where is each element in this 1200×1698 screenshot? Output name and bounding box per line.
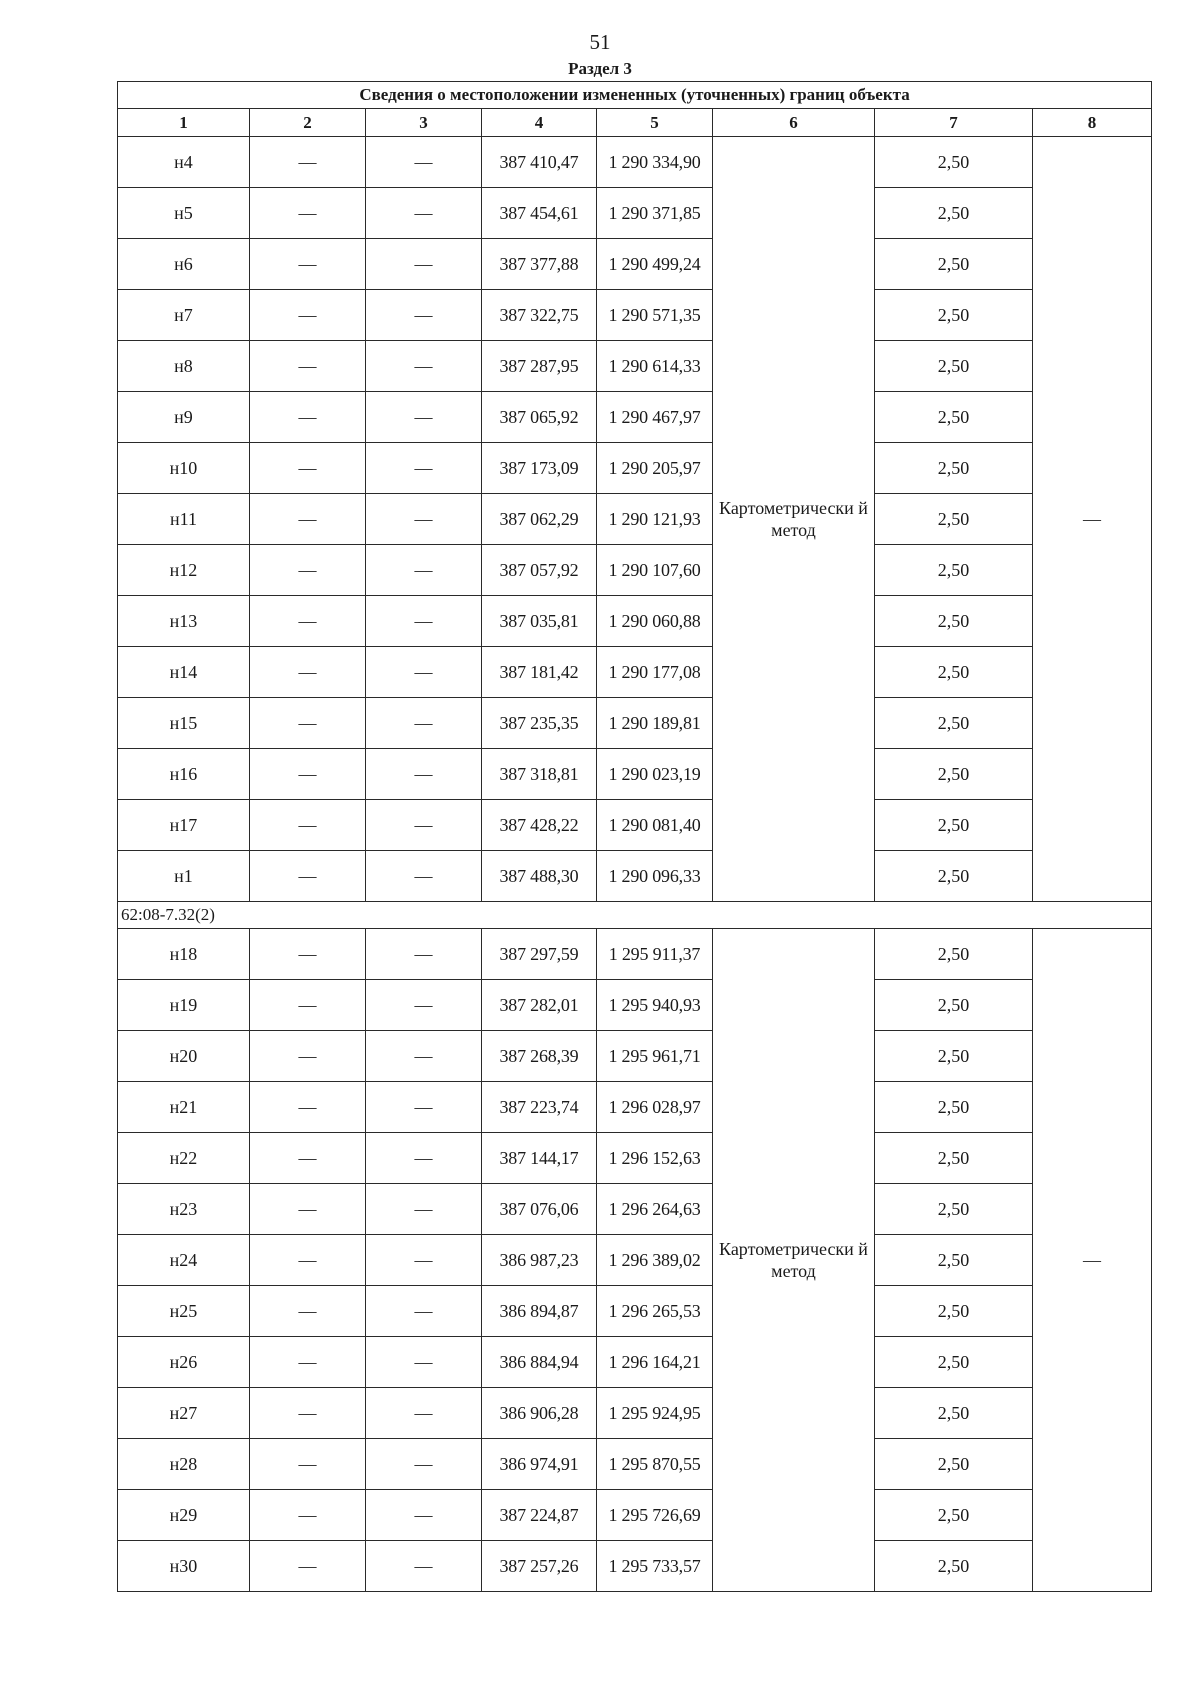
point-name-cell: н25 [118,1286,250,1337]
precision-cell: 2,50 [875,1286,1033,1337]
y-coordinate-cell: 1 295 911,37 [597,929,713,980]
x-coordinate-cell: 387 235,35 [482,698,597,749]
column-3-cell: — [366,392,482,443]
column-3-cell: — [366,1235,482,1286]
column-3-cell: — [366,596,482,647]
x-coordinate-cell: 387 062,29 [482,494,597,545]
y-coordinate-cell: 1 290 121,93 [597,494,713,545]
x-coordinate-cell: 387 223,74 [482,1082,597,1133]
y-coordinate-cell: 1 290 205,97 [597,443,713,494]
x-coordinate-cell: 387 173,09 [482,443,597,494]
table-row [118,1082,1152,1133]
y-coordinate-cell: 1 295 726,69 [597,1490,713,1541]
x-coordinate-cell: 386 894,87 [482,1286,597,1337]
x-coordinate-cell: 386 974,91 [482,1439,597,1490]
column-3-cell: — [366,647,482,698]
table-row [118,647,1152,698]
table-row [118,749,1152,800]
y-coordinate-cell: 1 295 733,57 [597,1541,713,1592]
precision-cell: 2,50 [875,800,1033,851]
column-2-cell: — [250,341,366,392]
precision-cell: 2,50 [875,929,1033,980]
precision-cell: 2,50 [875,1133,1033,1184]
column-number-8: 8 [1033,109,1152,137]
precision-cell: 2,50 [875,1490,1033,1541]
column-3-cell: — [366,929,482,980]
x-coordinate-cell: 386 906,28 [482,1388,597,1439]
column-2-cell: — [250,290,366,341]
column-8-cell: — [1033,137,1152,902]
column-3-cell: — [366,698,482,749]
column-3-cell: — [366,980,482,1031]
method-cell: Картометрически й метод [713,137,875,902]
point-name-cell: н16 [118,749,250,800]
column-2-cell: — [250,698,366,749]
x-coordinate-cell: 387 057,92 [482,545,597,596]
column-2-cell: — [250,749,366,800]
column-3-cell: — [366,1439,482,1490]
point-name-cell: н1 [118,851,250,902]
table-row [118,1439,1152,1490]
x-coordinate-cell: 387 181,42 [482,647,597,698]
column-number-7: 7 [875,109,1033,137]
precision-cell: 2,50 [875,443,1033,494]
column-3-cell: — [366,545,482,596]
column-3-cell: — [366,1133,482,1184]
point-name-cell: н15 [118,698,250,749]
table-row [118,1031,1152,1082]
table-row [118,1490,1152,1541]
column-3-cell: — [366,749,482,800]
precision-cell: 2,50 [875,341,1033,392]
column-2-cell: — [250,980,366,1031]
y-coordinate-cell: 1 290 371,85 [597,188,713,239]
precision-cell: 2,50 [875,392,1033,443]
method-cell: Картометрически й метод [713,929,875,1592]
column-3-cell: — [366,1337,482,1388]
precision-cell: 2,50 [875,980,1033,1031]
group-label: 62:08-7.32(2) [118,902,1152,929]
column-number-4: 4 [482,109,597,137]
point-name-cell: н8 [118,341,250,392]
table-row [118,341,1152,392]
precision-cell: 2,50 [875,851,1033,902]
column-number-2: 2 [250,109,366,137]
column-2-cell: — [250,1337,366,1388]
column-2-cell: — [250,800,366,851]
point-name-cell: н14 [118,647,250,698]
column-2-cell: — [250,1082,366,1133]
column-2-cell: — [250,239,366,290]
point-name-cell: н6 [118,239,250,290]
y-coordinate-cell: 1 290 177,08 [597,647,713,698]
precision-cell: 2,50 [875,1439,1033,1490]
point-name-cell: н12 [118,545,250,596]
table-row [118,929,1152,980]
x-coordinate-cell: 387 488,30 [482,851,597,902]
point-name-cell: н30 [118,1541,250,1592]
y-coordinate-cell: 1 290 107,60 [597,545,713,596]
column-2-cell: — [250,1184,366,1235]
y-coordinate-cell: 1 290 334,90 [597,137,713,188]
table-row [118,980,1152,1031]
point-name-cell: н20 [118,1031,250,1082]
column-2-cell: — [250,188,366,239]
column-3-cell: — [366,341,482,392]
x-coordinate-cell: 387 287,95 [482,341,597,392]
x-coordinate-cell: 387 454,61 [482,188,597,239]
x-coordinate-cell: 387 297,59 [482,929,597,980]
x-coordinate-cell: 387 257,26 [482,1541,597,1592]
table-row [118,239,1152,290]
x-coordinate-cell: 387 065,92 [482,392,597,443]
table-row [118,494,1152,545]
precision-cell: 2,50 [875,596,1033,647]
column-8-cell: — [1033,929,1152,1592]
table-row [118,800,1152,851]
precision-cell: 2,50 [875,239,1033,290]
column-number-6: 6 [713,109,875,137]
point-name-cell: н18 [118,929,250,980]
y-coordinate-cell: 1 290 614,33 [597,341,713,392]
precision-cell: 2,50 [875,698,1033,749]
table-row [118,137,1152,188]
y-coordinate-cell: 1 295 924,95 [597,1388,713,1439]
y-coordinate-cell: 1 295 961,71 [597,1031,713,1082]
point-name-cell: н26 [118,1337,250,1388]
column-3-cell: — [366,1541,482,1592]
point-name-cell: н19 [118,980,250,1031]
table-row [118,290,1152,341]
y-coordinate-cell: 1 296 264,63 [597,1184,713,1235]
table-row [118,188,1152,239]
column-number-1: 1 [118,109,250,137]
table-row [118,1184,1152,1235]
point-name-cell: н7 [118,290,250,341]
x-coordinate-cell: 387 428,22 [482,800,597,851]
column-number-3: 3 [366,109,482,137]
y-coordinate-cell: 1 295 940,93 [597,980,713,1031]
point-name-cell: н13 [118,596,250,647]
x-coordinate-cell: 387 224,87 [482,1490,597,1541]
table-row [118,596,1152,647]
column-number-5: 5 [597,109,713,137]
precision-cell: 2,50 [875,290,1033,341]
table-row [118,1388,1152,1439]
column-2-cell: — [250,392,366,443]
x-coordinate-cell: 387 322,75 [482,290,597,341]
point-name-cell: н28 [118,1439,250,1490]
column-3-cell: — [366,290,482,341]
y-coordinate-cell: 1 290 189,81 [597,698,713,749]
x-coordinate-cell: 387 318,81 [482,749,597,800]
y-coordinate-cell: 1 296 164,21 [597,1337,713,1388]
column-2-cell: — [250,137,366,188]
column-3-cell: — [366,239,482,290]
x-coordinate-cell: 387 144,17 [482,1133,597,1184]
point-name-cell: н9 [118,392,250,443]
page-number: 51 [589,30,611,54]
point-name-cell: н4 [118,137,250,188]
precision-cell: 2,50 [875,1388,1033,1439]
precision-cell: 2,50 [875,1184,1033,1235]
column-3-cell: — [366,1082,482,1133]
table-title: Сведения о местоположении измененных (уточненных) границ объекта [118,82,1152,109]
column-3-cell: — [366,1388,482,1439]
point-name-cell: н10 [118,443,250,494]
point-name-cell: н17 [118,800,250,851]
column-2-cell: — [250,596,366,647]
column-3-cell: — [366,800,482,851]
y-coordinate-cell: 1 290 571,35 [597,290,713,341]
x-coordinate-cell: 387 076,06 [482,1184,597,1235]
point-name-cell: н23 [118,1184,250,1235]
column-2-cell: — [250,545,366,596]
column-3-cell: — [366,1031,482,1082]
table-body [118,137,1152,1592]
point-name-cell: н24 [118,1235,250,1286]
y-coordinate-cell: 1 296 028,97 [597,1082,713,1133]
precision-cell: 2,50 [875,1031,1033,1082]
precision-cell: 2,50 [875,494,1033,545]
table-row [118,698,1152,749]
table-row [118,1235,1152,1286]
column-2-cell: — [250,1031,366,1082]
column-3-cell: — [366,137,482,188]
column-2-cell: — [250,851,366,902]
x-coordinate-cell: 387 410,47 [482,137,597,188]
column-2-cell: — [250,1235,366,1286]
column-3-cell: — [366,443,482,494]
x-coordinate-cell: 387 282,01 [482,980,597,1031]
table-row [118,545,1152,596]
y-coordinate-cell: 1 290 023,19 [597,749,713,800]
column-3-cell: — [366,1286,482,1337]
x-coordinate-cell: 387 268,39 [482,1031,597,1082]
x-coordinate-cell: 386 987,23 [482,1235,597,1286]
table-row [118,392,1152,443]
precision-cell: 2,50 [875,188,1033,239]
y-coordinate-cell: 1 290 467,97 [597,392,713,443]
x-coordinate-cell: 387 035,81 [482,596,597,647]
column-2-cell: — [250,1541,366,1592]
y-coordinate-cell: 1 290 096,33 [597,851,713,902]
x-coordinate-cell: 387 377,88 [482,239,597,290]
y-coordinate-cell: 1 295 870,55 [597,1439,713,1490]
point-name-cell: н11 [118,494,250,545]
y-coordinate-cell: 1 290 060,88 [597,596,713,647]
column-2-cell: — [250,1439,366,1490]
column-3-cell: — [366,494,482,545]
column-3-cell: — [366,1490,482,1541]
y-coordinate-cell: 1 296 265,53 [597,1286,713,1337]
column-3-cell: — [366,851,482,902]
table-row [118,443,1152,494]
column-number-row [118,109,1152,137]
point-name-cell: н21 [118,1082,250,1133]
table-row [118,1337,1152,1388]
precision-cell: 2,50 [875,1082,1033,1133]
precision-cell: 2,50 [875,1337,1033,1388]
column-3-cell: — [366,1184,482,1235]
point-name-cell: н22 [118,1133,250,1184]
table-row [118,851,1152,902]
x-coordinate-cell: 386 884,94 [482,1337,597,1388]
precision-cell: 2,50 [875,137,1033,188]
column-2-cell: — [250,1490,366,1541]
column-2-cell: — [250,1388,366,1439]
column-2-cell: — [250,1286,366,1337]
column-3-cell: — [366,188,482,239]
section-title: Раздел 3 [568,59,632,78]
point-name-cell: н5 [118,188,250,239]
precision-cell: 2,50 [875,749,1033,800]
group-label-row [118,902,1152,929]
y-coordinate-cell: 1 296 152,63 [597,1133,713,1184]
point-name-cell: н27 [118,1388,250,1439]
precision-cell: 2,50 [875,545,1033,596]
point-name-cell: н29 [118,1490,250,1541]
column-2-cell: — [250,443,366,494]
y-coordinate-cell: 1 290 499,24 [597,239,713,290]
column-2-cell: — [250,929,366,980]
y-coordinate-cell: 1 290 081,40 [597,800,713,851]
boundary-table [117,81,1152,1592]
column-2-cell: — [250,1133,366,1184]
table-row [118,1286,1152,1337]
precision-cell: 2,50 [875,647,1033,698]
table-row [118,1133,1152,1184]
table-row [118,1541,1152,1592]
column-2-cell: — [250,494,366,545]
precision-cell: 2,50 [875,1541,1033,1592]
precision-cell: 2,50 [875,1235,1033,1286]
y-coordinate-cell: 1 296 389,02 [597,1235,713,1286]
column-2-cell: — [250,647,366,698]
